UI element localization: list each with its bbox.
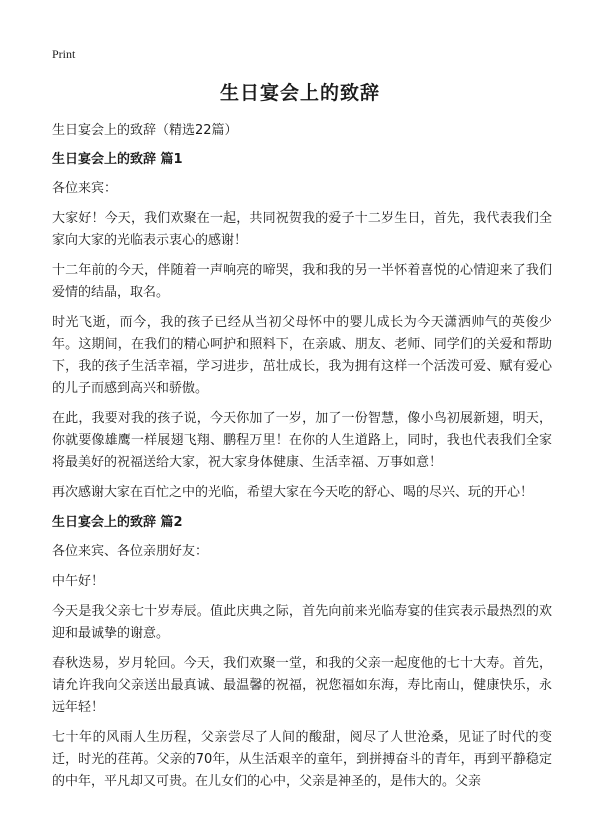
paragraph: 在此，我要对我的孩子说，今天你加了一岁，加了一份智慧，像小鸟初展新翅，明天，你就要像雄鹰一样展翅飞翔、鹏程万里！在你的人生道路上，同时，我也代表我们全家将最美好的祝福送给大家，祝大家身体健康、生活幸福、万事如意！ [52,411,552,470]
section-heading: 生日宴会上的致辞 篇2 [52,515,183,530]
paragraph: 时光飞逝，而今，我的孩子已经从当初父母怀中的婴儿成长为今天潇洒帅气的英俊少年。这期间，在我们的精心呵护和照料下，在亲戚、朋友、老师、同学们的关爱和帮助下，我的孩子生活幸福，学习进步，茁壮成长，我为拥有这样一个活泼可爱、赋有爱心的儿子而感到高兴和骄傲。 [52,315,552,396]
paragraph: 再次感谢大家在百忙之中的光临，希望大家在今天吃的舒心、喝的尽兴、玩的开心！ [52,485,534,500]
section-2 [52,512,552,793]
paragraph: 各位来宾、各位亲朋好友： [52,544,209,559]
paragraph: 今天是我父亲七十岁寿辰。值此庆典之际，首先向前来光临寿宴的佳宾表示最热烈的欢迎和最诚挚的谢意。 [52,604,552,641]
document-subtitle: 生日宴会上的致辞（精选22篇） [52,123,238,138]
document-body [52,120,552,801]
section-1 [52,149,552,504]
paragraph: 中午好！ [52,574,105,589]
paragraph: 各位来宾： [52,181,118,196]
paragraph: 大家好！今天，我们欢聚在一起，共同祝贺我的爱子十二岁生日，首先，我代表我们全家向大家的光临表示衷心的感谢！ [52,211,552,248]
section-heading: 生日宴会上的致辞 篇1 [52,152,183,167]
print-link[interactable]: Print [52,47,76,61]
paragraph: 十二年前的今天，伴随着一声响亮的啼哭，我和我的另一半怀着喜悦的心情迎来了我们爱情的结晶，取名。 [52,263,552,300]
document-title: 生日宴会上的致辞 [219,82,380,104]
paragraph: 春秋迭易，岁月轮回。今天，我们欢聚一堂，和我的父亲一起度他的七十大寿。首先，请允许我向父亲送出最真诚、最温馨的祝福，祝您福如东海，寿比南山，健康快乐，永远年轻！ [52,656,552,715]
paragraph: 七十年的风雨人生历程，父亲尝尽了人间的酸甜，阅尽了人世沧桑，见证了时代的变迁，时光的荏苒。父亲的70年，从生活艰辛的童年，到拼搏奋斗的青年，再到平静稳定的中年，平凡却又可贵。在儿女们的心中，父亲是神圣的，是伟大的。父亲 [52,730,552,789]
